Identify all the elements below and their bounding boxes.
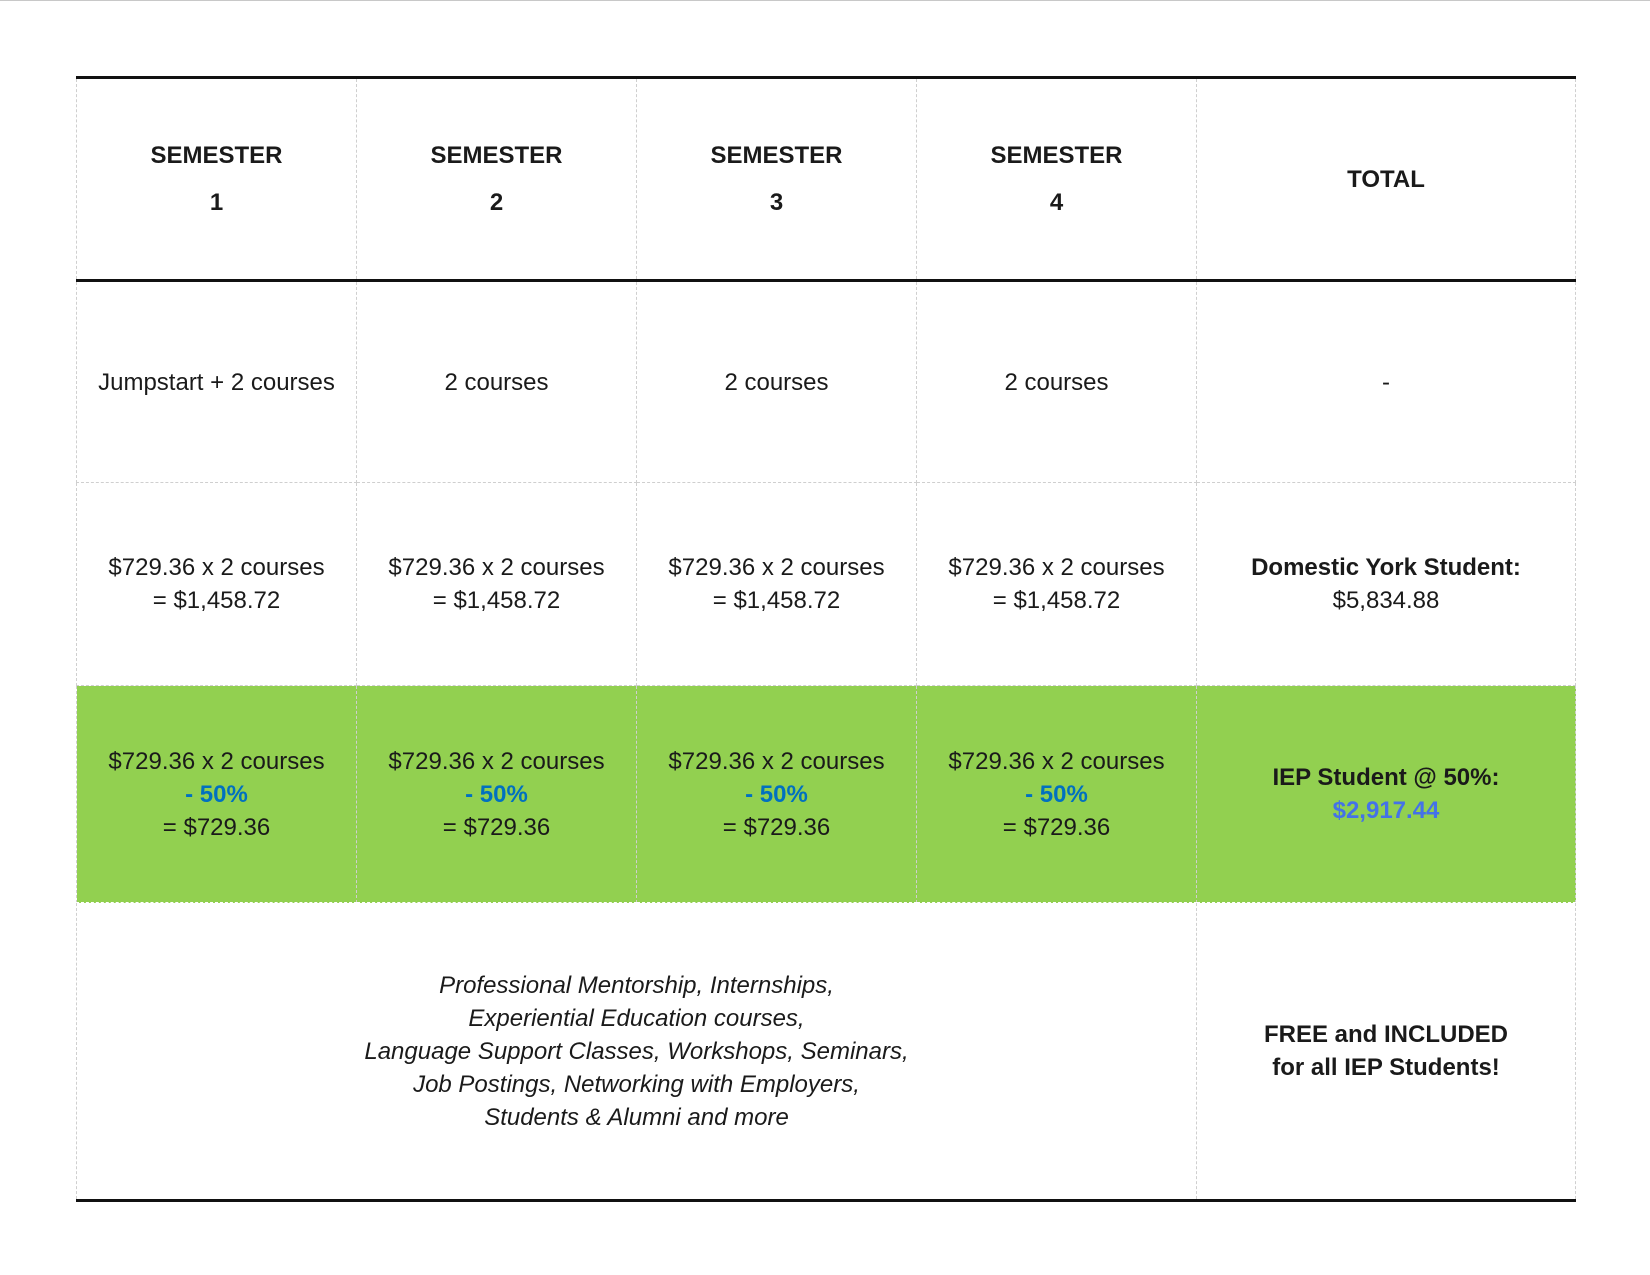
semester-2-courses: 2 courses: [357, 281, 637, 483]
semester-3-header: SEMESTER 3: [637, 78, 917, 281]
discount-label: - 50%: [465, 780, 528, 808]
header-row: [77, 78, 1576, 281]
semester-3-domestic-fee: $729.36 x 2 courses = $1,458.72: [637, 483, 917, 686]
semester-1-courses: Jumpstart + 2 courses: [77, 281, 357, 483]
domestic-total-label: Domestic York Student:: [1251, 554, 1521, 581]
discount-label: - 50%: [1025, 780, 1088, 808]
semester-4-iep-fee: $729.36 x 2 courses - 50% = $729.36: [917, 686, 1197, 903]
iep-fee-row: [77, 686, 1576, 903]
semester-3-courses: 2 courses: [637, 281, 917, 483]
semester-4-header: SEMESTER 4: [917, 78, 1197, 281]
courses-total: -: [1197, 281, 1576, 483]
tuition-fee-table: [76, 76, 1576, 1202]
semester-1-domestic-fee: $729.36 x 2 courses = $1,458.72: [77, 483, 357, 686]
iep-total-label: IEP Student @ 50%:: [1272, 764, 1500, 791]
page-top-rule: [0, 0, 1650, 1]
benefits-description: Professional Mentorship, Internships, Experiential Education courses, Language Support Classes, Workshops, Seminars, Job Postings, Networking with Employers, Students & Alumni and more: [77, 903, 1197, 1201]
semester-3-iep-fee: $729.36 x 2 courses - 50% = $729.36: [637, 686, 917, 903]
benefits-total: FREE and INCLUDED for all IEP Students!: [1197, 903, 1576, 1201]
discount-label: - 50%: [185, 780, 248, 808]
semester-1-iep-fee: $729.36 x 2 courses - 50% = $729.36: [77, 686, 357, 903]
iep-total-value: $2,917.44: [1332, 797, 1440, 824]
benefits-row: [77, 903, 1576, 1201]
iep-total: [1197, 686, 1576, 903]
domestic-fee-row: [77, 483, 1576, 686]
total-header: TOTAL: [1197, 78, 1576, 281]
semester-2-domestic-fee: $729.36 x 2 courses = $1,458.72: [357, 483, 637, 686]
domestic-total: [1197, 483, 1576, 686]
semester-4-domestic-fee: $729.36 x 2 courses = $1,458.72: [917, 483, 1197, 686]
semester-2-iep-fee: $729.36 x 2 courses - 50% = $729.36: [357, 686, 637, 903]
discount-label: - 50%: [745, 780, 808, 808]
courses-row: [77, 281, 1576, 483]
semester-2-header: SEMESTER 2: [357, 78, 637, 281]
semester-4-courses: 2 courses: [917, 281, 1197, 483]
semester-1-header: SEMESTER 1: [77, 78, 357, 281]
domestic-total-value: $5,834.88: [1332, 587, 1440, 614]
